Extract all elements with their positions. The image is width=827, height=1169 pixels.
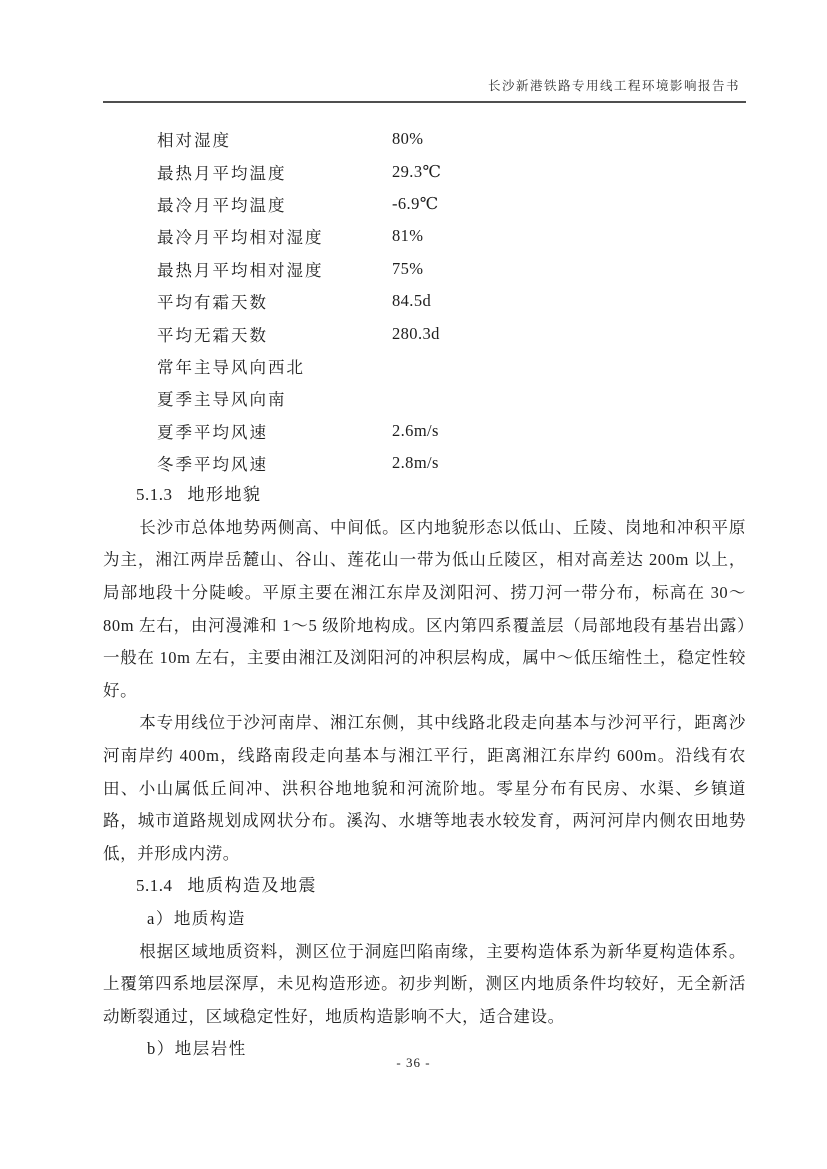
climate-label: 夏季主导风向南	[157, 390, 287, 410]
page-content	[103, 0, 746, 1066]
paragraph-line-location: 本专用线位于沙河南岸、湘江东侧，其中线路北段走向基本与沙河平行，距离沙河南岸约 400m，线路南段走向基本与湘江平行，距离湘江东岸约 600m。沿线有农田、小山属低丘间冲、洪积谷地地貌和河流阶地。零星分布有民房、水渠、乡镇道路，城市道路规划成网状分布。溪沟、水塘等地表水较发育，两河河岸内侧农田地势低，并形成内涝。	[103, 713, 746, 863]
section-number: 5.1.3	[136, 485, 173, 505]
climate-row	[157, 350, 746, 382]
climate-row	[157, 220, 746, 252]
climate-label: 平均无霜天数	[157, 325, 268, 345]
climate-value: 81%	[392, 226, 424, 246]
paragraph-geologic-structure: 根据区域地质资料，测区位于洞庭凹陷南缘，主要构造体系为新华夏构造体系。上覆第四系地层深厚，未见构造形迹。初步判断，测区内地质条件均较好，无全新活动断裂通过，区域稳定性好，地质构造影响不大，适合建设。	[103, 941, 746, 1026]
climate-label: 最热月平均温度	[157, 163, 287, 183]
climate-row	[157, 285, 746, 317]
climate-row	[157, 447, 746, 479]
climate-value: 75%	[392, 258, 424, 278]
section-title: 地质构造及地震	[187, 876, 317, 896]
climate-label: 最冷月平均温度	[157, 195, 287, 215]
climate-row	[157, 253, 746, 285]
climate-label: 最热月平均相对湿度	[157, 260, 324, 280]
running-header-title: 长沙新港铁路专用线工程环境影响报告书	[103, 79, 746, 103]
climate-label: 相对湿度	[157, 131, 231, 151]
climate-value: 2.8m/s	[392, 453, 439, 473]
section-heading-514	[136, 870, 746, 903]
climate-value: 84.5d	[392, 291, 432, 311]
page-number: - 36 -	[396, 1055, 431, 1070]
climate-label: 常年主导风向西北	[157, 357, 305, 377]
climate-row	[157, 415, 746, 447]
climate-value: 29.3℃	[392, 161, 442, 181]
section-heading-513	[136, 479, 746, 512]
sub-item-a-geologic-structure: a）地质构造	[147, 909, 246, 929]
climate-value: 2.6m/s	[392, 420, 439, 440]
climate-row	[157, 382, 746, 414]
climate-row	[157, 155, 746, 187]
climate-row	[157, 123, 746, 155]
climate-value: 80%	[392, 129, 424, 149]
climate-value: 280.3d	[392, 323, 440, 343]
climate-label: 平均有霜天数	[157, 293, 268, 313]
climate-row	[157, 188, 746, 220]
climate-value: -6.9℃	[392, 193, 439, 213]
climate-data-list	[157, 123, 746, 479]
paragraph-terrain-overview: 长沙市总体地势两侧高、中间低。区内地貌形态以低山、丘陵、岗地和冲积平原为主，湘江两岸岳麓山、谷山、莲花山一带为低山丘陵区，相对高差达 200m 以上，局部地段十分陡峻。平原主要在湘江东岸及浏阳河、捞刀河一带分布，标高在 30～80m 左右，由河漫滩和 1～5 级阶地构成。区内第四系覆盖层（局部地段有基岩出露）一般在 10m 左右，主要由湘江及浏阳河的冲积层构成，属中～低压缩性土，稳定性较好。	[103, 517, 746, 700]
climate-label: 冬季平均风速	[157, 455, 268, 475]
section-number: 5.1.4	[136, 876, 173, 896]
section-title: 地形地貌	[187, 485, 262, 505]
sub-item-b-stratum-lithology: b）地层岩性	[147, 1039, 247, 1059]
climate-label: 夏季平均风速	[157, 422, 268, 442]
climate-row	[157, 317, 746, 349]
climate-label: 最冷月平均相对湿度	[157, 228, 324, 248]
